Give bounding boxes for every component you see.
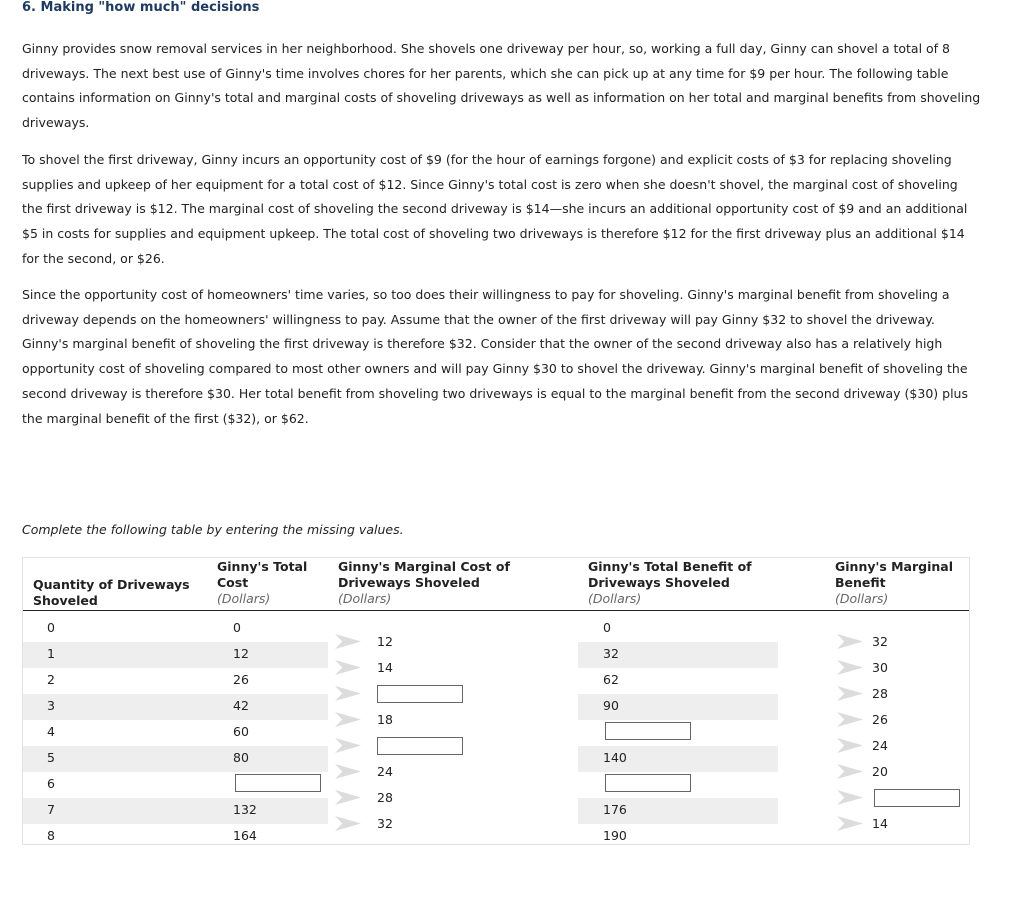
paragraph-benefits: Since the opportunity cost of homeowners' time varies, so too does their willingness to pay for shoveling. Ginny's marginal benefit from shoveling a driveway depends on the homeowners' willingness to pay. Assume that the owner of the first driveway will pay Ginny $32 to shovel the driveway. Ginny's marginal benefit of shoveling the first driveway is therefore $32. Consider that the owner of the second driveway also has a relatively high opportunity cost of shoveling compared to most other owners and will pay Ginny $30 to shovel the driveway. Ginny's marginal benefit of shoveling the second driveway is therefore $30. Her total benefit from shoveling two driveways is equal to the marginal benefit from the second driveway ($30) plus the marginal benefit of the first ($32), or $62. <box>22 287 968 426</box>
quantity-value: 7 <box>47 802 55 817</box>
total-benefit-value: 90 <box>603 698 619 713</box>
total-cost-input[interactable] <box>235 774 321 792</box>
marginal-benefit-value: 26 <box>872 712 888 727</box>
quantity-value: 4 <box>47 724 55 739</box>
total-benefit-input[interactable] <box>605 774 691 792</box>
total-benefit-value: 0 <box>603 620 611 635</box>
marginal-cost-value: 28 <box>377 790 393 805</box>
marginal-cost-arrow <box>335 634 361 649</box>
total-benefit-value: 62 <box>603 672 619 687</box>
marginal-benefit-arrow <box>837 660 863 675</box>
total-benefit-value: 190 <box>603 828 627 843</box>
marginal-benefit-value: 14 <box>872 816 888 831</box>
quantity-value: 0 <box>47 620 55 635</box>
total-benefit-value: 140 <box>603 750 627 765</box>
header-total-benefit: Ginny's Total Benefit of Driveways Shoveled (Dollars) <box>588 559 752 606</box>
marginal-cost-arrow <box>335 686 361 701</box>
total-cost-value: 60 <box>233 724 249 739</box>
marginal-benefit-value: 30 <box>872 660 888 675</box>
marginal-cost-arrow <box>335 790 361 805</box>
header-total-cost: Ginny's Total Cost (Dollars) <box>217 559 308 606</box>
marginal-benefit-arrow <box>837 686 863 701</box>
marginal-cost-arrow <box>335 712 361 727</box>
marginal-benefit-input[interactable] <box>874 789 960 807</box>
marginal-cost-arrow <box>335 816 361 831</box>
total-cost-value: 42 <box>233 698 249 713</box>
section-title: 6. Making "how much" decisions <box>22 0 260 15</box>
marginal-benefit-value: 24 <box>872 738 888 753</box>
cost-benefit-table <box>22 557 970 845</box>
header-quantity: Quantity of Driveways Shoveled <box>33 577 190 608</box>
marginal-benefit-value: 32 <box>872 634 888 649</box>
header-divider <box>23 610 969 611</box>
quantity-value: 8 <box>47 828 55 843</box>
marginal-cost-value: 18 <box>377 712 393 727</box>
row-stripe <box>23 798 328 824</box>
marginal-benefit-arrow <box>837 712 863 727</box>
row-stripe <box>23 694 328 720</box>
instruction: Complete the following table by entering the missing values. <box>22 522 404 537</box>
total-cost-value: 26 <box>233 672 249 687</box>
total-cost-value: 164 <box>233 828 257 843</box>
marginal-benefit-arrow <box>837 738 863 753</box>
quantity-value: 1 <box>47 646 55 661</box>
quantity-value: 3 <box>47 698 55 713</box>
quantity-value: 5 <box>47 750 55 765</box>
marginal-benefit-arrow <box>837 816 863 831</box>
quantity-value: 2 <box>47 672 55 687</box>
header-marginal-cost: Ginny's Marginal Cost of Driveways Shoveled (Dollars) <box>338 559 510 606</box>
marginal-cost-value: 14 <box>377 660 393 675</box>
total-cost-value: 0 <box>233 620 241 635</box>
quantity-value: 6 <box>47 776 55 791</box>
total-benefit-value: 32 <box>603 646 619 661</box>
marginal-benefit-arrow <box>837 764 863 779</box>
paragraph-costs: To shovel the first driveway, Ginny incurs an opportunity cost of $9 (for the hour of earnings forgone) and explicit costs of $3 for replacing shoveling supplies and upkeep of her equipment for a total cost of $12. Since Ginny's total cost is zero when she doesn't shovel, the marginal cost of shoveling the first driveway is $12. The marginal cost of shoveling the second driveway is $14—she incurs an additional opportunity cost of $9 and an additional $5 in costs for supplies and equipment upkeep. The total cost of shoveling two driveways is therefore $12 for the first driveway plus an additional $14 for the second, or $26. <box>22 152 968 266</box>
header-marginal-benefit: Ginny's Marginal Benefit (Dollars) <box>835 559 953 606</box>
marginal-cost-input[interactable] <box>377 737 463 755</box>
paragraph-intro: Ginny provides snow removal services in her neighborhood. She shovels one driveway per hour, so, working a full day, Ginny can shovel a total of 8 driveways. The next best use of Ginny's time involves chores for her parents, which she can pick up at any time for $9 per hour. The following table contains information on Ginny's total and marginal costs of shoveling driveways as well as information on her total and marginal benefits from shoveling driveways. <box>22 41 981 131</box>
total-benefit-value: 176 <box>603 802 627 817</box>
total-benefit-input[interactable] <box>605 722 691 740</box>
row-stripe <box>23 642 328 668</box>
marginal-cost-input[interactable] <box>377 685 463 703</box>
marginal-cost-value: 24 <box>377 764 393 779</box>
marginal-benefit-value: 20 <box>872 764 888 779</box>
marginal-cost-arrow <box>335 660 361 675</box>
total-cost-value: 12 <box>233 646 249 661</box>
marginal-cost-value: 12 <box>377 634 393 649</box>
marginal-benefit-arrow <box>837 790 863 805</box>
marginal-benefit-value: 28 <box>872 686 888 701</box>
marginal-cost-arrow <box>335 738 361 753</box>
marginal-benefit-arrow <box>837 634 863 649</box>
marginal-cost-value: 32 <box>377 816 393 831</box>
total-cost-value: 132 <box>233 802 257 817</box>
row-stripe <box>23 746 328 772</box>
total-cost-value: 80 <box>233 750 249 765</box>
marginal-cost-arrow <box>335 764 361 779</box>
